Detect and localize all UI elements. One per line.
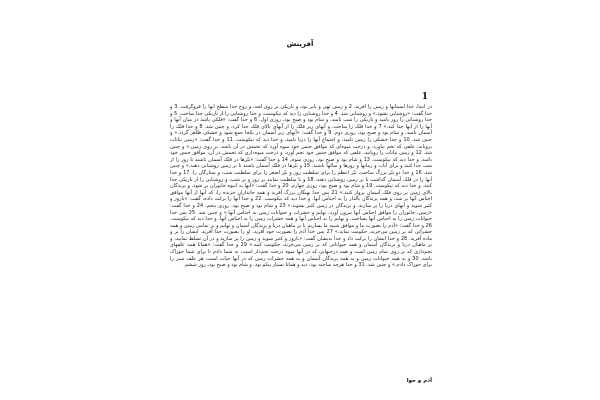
section-heading: آدم و حوا [406, 378, 432, 384]
chapter-body-text: در ابتدا، خدا آسمانها و زمین را آفرید. 2 و زمین تهی و بایر بود، و تاریکی بر روی لجه، و روح خدا سطح آبها را فروگرفت. 3 و خدا گفت: «روشنایی بشود.» و روشنایی شد. 4 و خدا روشنایی را دید که نیکوست، و خدا روشنایی را از تاریکی جدا ساخت. 5 و خدا روشنایی را روز نامید و تاریکی را شب نامید. و شام بود و صبح بود، روزی اول. 6 و خدا گفت: «فلکی باشد در میان آبها و آبها را از آبها جدا کند.» 7 و خدا فلک را ساخت، و آبهای زیر فلک را از آبهای بالای فلک جدا کرد. و چنین شد. 8 و خدا فلک را آسمان نامید. و شام بود و صبح بود، روزی دوم. 9 و خدا گفت: «آبهای زیر آسمان در یکجا جمع شود و خشکی ظاهر گردد.» و چنین شد. 10 و خدا خشکی را زمین نامید، و اجتماع آبها را دریا نامید. و خدا دید که نیکوست. 11 و خدا گفت: «زمین نباتات برویاند، علفی که تخم بیاورد، و درخت میوه‌ای که موافق جنس خود میوه آورد که تخمش در آن باشد، بر روی زمین.» و چنین شد. 12 و زمین نباتات را رویانید، علفی که موافق جنس خود تخم آورد، و درخت میوه‌داری که تخمش در آن، موافق جنس خود باشد. و خدا دید که نیکوست. 13 و شام بود و صبح بود، روزی سوم. 14 و خدا گفت: «نیّرها در فلک آسمان باشند تا روز را از شب جدا کنند و برای آیات و زمانها و روزها و سالها باشند. 15 و نیّرها در فلک آسمان باشند تا بر زمین روشنایی دهند.» و چنین شد. 16 و خدا دو نیّر بزرگ ساخت، نیّر اعظم را برای سلطنت روز و نیّر اصغر را برای سلطنت شب، و ستارگان را. 17 و خدا آنها را در فلک آسمان گذاشت تا بر زمین روشنایی دهند، 18 و تا سلطنت نمایند بر روز و بر شب، و روشنایی را از تاریکی جدا کنند. و خدا دید که نیکوست. 19 و شام بود و صبح بود، روزی چهارم. 20 و خدا گفت: «آبها به انبوه جانوران پر شود، و پرندگان بالای زمین بر روی فلک آسمان پرواز کنند.» 21 پس خدا نهنگان بزرگ آفرید و همه جانداران خزنده را، که آبها از آنها موافق اجناس آنها پر شد، و همه پرندگان بالدار را به اجناس آنها. و خدا دید که نیکوست. 22 و خدا آنها را برکت داده، گفت: «بارور و کثیر شوید و آبهای دریا را پر سازید، و پرندگان در زمین کثیر بشوند.» 23 و شام بود و صبح بود، روزی پنجم. 24 و خدا گفت: «زمین، جانوران را موافق اجناس آنها بیرون آورد، بهایم و حشرات و حیوانات زمین به اجناس آنها.» و چنین شد. 25 پس خدا حیوانات زمین را به اجناس آنها بساخت، و بهایم را به اجناس آنها و همه حشرات زمین را به اجناس آنها. و خدا دید که نیکوست. 26 و خدا گفت: «آدم را بصورت ما و موافق شبیه ما بسازیم تا بر ماهیان دریا و پرندگان آسمان و بهایم و بر تمامی زمین و همه حشراتی که بر زمین می‌خزند، حکومت نماید.» 27 پس خدا آدم را بصورت خود آفرید. او را بصورت خدا آفرید. ایشان را نر و ماده آفرید. 28 و خدا ایشان را برکت داد و خدا بدیشان گفت: «بارور و کثیر شوید و زمین را پر سازید و در آن تسلط نمایید، و بر ماهیان دریا و پرندگان آسمان و همه حیواناتی که بر زمین می‌خزند، حکومت کنید.» 29 و خدا گفت: «همانا همه علفهای تخم‌داری که بر روی تمام زمین است و همه درختهایی که در آنها میوه درخت تخم‌دار است، به شما دادم تا برای شما خوراک باشد. 30 و به همه حیوانات زمین و به همه پرندگان آسمان و به همه حشرات زمین که در آنها حیات است، هر علف سبز را برای خوراک دادم.» و چنین شد. 31 و خدا هرچه ساخته بود، دید و همانا بسیار نیکو بود. و شام بود و صبح بود، روز ششم. [170, 104, 432, 269]
chapter-number: 1 [421, 92, 428, 102]
book-title: آفرینش [286, 40, 314, 48]
